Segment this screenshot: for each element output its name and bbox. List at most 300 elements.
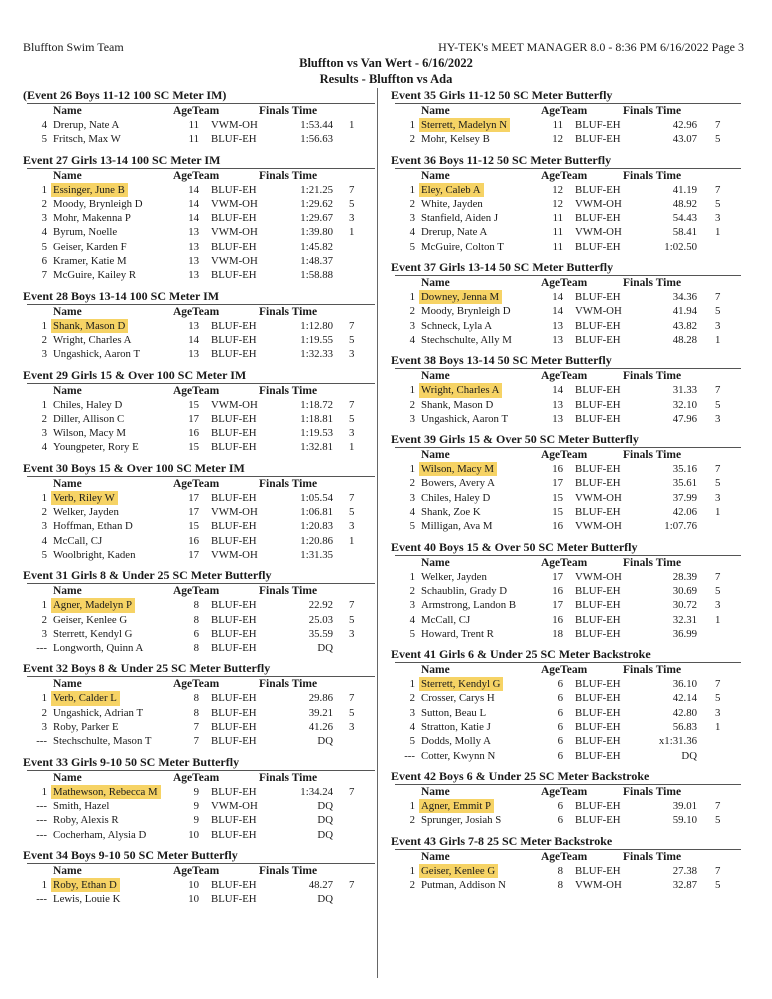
finals-time: 35.59 — [308, 627, 333, 640]
event-block — [23, 88, 375, 147]
team: BLUF-EH — [575, 398, 621, 411]
team: VWM-OH — [575, 520, 622, 533]
finals-time: 1:32.81 — [300, 441, 333, 454]
place: 5 — [409, 735, 415, 748]
header-finals-time: Finals Time — [623, 169, 682, 182]
swimmer-name: Byrum, Noelle — [53, 226, 118, 239]
swimmer-name: Sutton, Beau L — [421, 706, 487, 719]
age: 10 — [188, 828, 199, 841]
event-title: Event 29 Girls 15 & Over 100 SC Meter IM — [23, 367, 247, 382]
place: 2 — [41, 506, 47, 519]
finals-time: 39.21 — [308, 706, 333, 719]
header-finals-time: Finals Time — [623, 449, 682, 462]
points: 7 — [715, 799, 721, 812]
team: BLUF-EH — [575, 864, 621, 877]
place: 4 — [409, 721, 415, 734]
swimmer-name-highlighted: Wilson, Macy M — [419, 462, 497, 476]
swimmer-name-highlighted: Agner, Emmit P — [419, 799, 494, 813]
header-age-team: AgeTeam — [541, 785, 588, 798]
points: 1 — [349, 534, 355, 547]
event-title: Event 37 Girls 13-14 50 SC Meter Butterfly — [391, 260, 614, 275]
swimmer-name: Milligan, Ava M — [421, 520, 493, 533]
results-table — [27, 770, 375, 842]
result-row — [27, 519, 375, 533]
age: 6 — [557, 749, 563, 762]
results-table — [27, 476, 375, 562]
place: 3 — [409, 706, 415, 719]
header-finals-time: Finals Time — [623, 370, 682, 383]
event-block — [391, 540, 741, 641]
team: BLUF-EH — [211, 441, 257, 454]
finals-time: 1:18.72 — [300, 398, 333, 411]
place: 5 — [409, 627, 415, 640]
column-headers — [27, 477, 375, 491]
points: 1 — [715, 721, 721, 734]
swimmer-name: Diller, Allison C — [53, 412, 125, 425]
place: 4 — [409, 333, 415, 346]
result-row — [27, 641, 375, 655]
age: 15 — [188, 441, 199, 454]
points: 3 — [715, 706, 721, 719]
place: 1 — [409, 291, 415, 304]
header-name: Name — [421, 850, 450, 863]
age: 15 — [552, 491, 563, 504]
points: 3 — [349, 427, 355, 440]
finals-time: 1:20.83 — [300, 520, 333, 533]
finals-time: 36.99 — [672, 627, 697, 640]
finals-time: 28.39 — [672, 570, 697, 583]
team: VWM-OH — [575, 226, 622, 239]
team: BLUF-EH — [211, 642, 257, 655]
finals-time: 1:58.88 — [300, 269, 333, 282]
finals-time: 1:45.82 — [300, 240, 333, 253]
finals-time: 32.10 — [672, 398, 697, 411]
age: 8 — [193, 642, 199, 655]
header-finals-time: Finals Time — [623, 785, 682, 798]
swimmer-name-highlighted: Sterrett, Kendyl G — [419, 677, 503, 691]
column-headers — [27, 771, 375, 785]
place: 2 — [41, 197, 47, 210]
team: VWM-OH — [211, 398, 258, 411]
header-name: Name — [53, 585, 82, 598]
finals-time: 41.94 — [672, 305, 697, 318]
age: 12 — [552, 133, 563, 146]
team: VWM-OH — [575, 491, 622, 504]
points: 7 — [715, 570, 721, 583]
points: 7 — [715, 678, 721, 691]
event-block — [391, 432, 741, 533]
finals-time: 1:32.33 — [300, 348, 333, 361]
result-row — [395, 584, 741, 598]
swimmer-name: Roby, Alexis R — [53, 814, 119, 827]
team: BLUF-EH — [575, 477, 621, 490]
result-row — [27, 598, 375, 612]
points: 1 — [349, 119, 355, 131]
team: BLUF-EH — [575, 333, 621, 346]
place: 1 — [41, 692, 47, 705]
place: 2 — [41, 412, 47, 425]
age: 16 — [552, 520, 563, 533]
age: 8 — [557, 878, 563, 891]
event-block — [23, 289, 375, 362]
results-table — [27, 103, 375, 147]
result-row — [395, 613, 741, 627]
team: BLUF-EH — [211, 613, 257, 626]
header-finals-time: Finals Time — [623, 664, 682, 677]
age: 14 — [552, 305, 563, 318]
points: 7 — [349, 491, 355, 504]
age: 13 — [188, 255, 199, 268]
swimmer-name: Crosser, Carys H — [421, 692, 495, 705]
age: 6 — [557, 692, 563, 705]
event-title: Event 28 Boys 13-14 100 SC Meter IM — [23, 288, 220, 303]
age: 17 — [552, 599, 563, 612]
points: 3 — [715, 491, 721, 504]
header-age-team: AgeTeam — [173, 169, 220, 182]
age: 8 — [557, 864, 563, 877]
header-finals-time: Finals Time — [259, 477, 318, 490]
result-row — [395, 519, 741, 533]
event-title: Event 40 Boys 15 & Over 50 SC Meter Butterfly — [391, 539, 638, 554]
age: 14 — [188, 333, 199, 346]
event-block — [23, 661, 375, 748]
team: BLUF-EH — [211, 814, 257, 827]
result-row — [27, 785, 375, 799]
age: 7 — [193, 735, 199, 748]
swimmer-name: Kramer, Katie M — [53, 255, 127, 268]
event-block — [23, 368, 375, 455]
column-headers — [395, 785, 741, 799]
team: VWM-OH — [211, 799, 258, 812]
result-row — [395, 720, 741, 734]
result-row — [27, 197, 375, 211]
place: 3 — [409, 412, 415, 425]
results-table — [395, 368, 741, 426]
header-name: Name — [53, 105, 82, 117]
points: 5 — [349, 706, 355, 719]
swimmer-name-highlighted: Downey, Jenna M — [419, 290, 502, 304]
swimmer-name: Hoffman, Ethan D — [53, 520, 133, 533]
event-title: Event 30 Boys 15 & Over 100 SC Meter IM — [23, 460, 245, 475]
age: 8 — [193, 613, 199, 626]
result-row — [27, 412, 375, 426]
place: 4 — [409, 506, 415, 519]
result-row — [27, 225, 375, 239]
finals-time: 43.82 — [672, 319, 697, 332]
column-divider — [377, 88, 378, 978]
header-name: Name — [421, 449, 450, 462]
column-headers — [27, 384, 375, 398]
results-table — [395, 275, 741, 347]
header-finals-time: Finals Time — [259, 169, 318, 182]
header-age-team: AgeTeam — [541, 169, 588, 182]
place: 4 — [409, 226, 415, 239]
place: 4 — [409, 613, 415, 626]
swimmer-name: Moody, Brynleigh D — [53, 197, 143, 210]
finals-time: 41.19 — [672, 183, 697, 196]
event-title: Event 27 Girls 13-14 100 SC Meter IM — [23, 152, 221, 167]
finals-time: 41.26 — [308, 721, 333, 734]
results-table — [27, 383, 375, 455]
header-name: Name — [53, 169, 82, 182]
finals-time: 32.31 — [672, 613, 697, 626]
place: 5 — [409, 520, 415, 533]
finals-time: 1:19.55 — [300, 333, 333, 346]
age: 11 — [552, 226, 563, 239]
event-block — [391, 260, 741, 347]
points: 3 — [349, 721, 355, 734]
header-age-team: AgeTeam — [173, 384, 220, 397]
event-block — [391, 353, 741, 426]
team: VWM-OH — [211, 197, 258, 210]
points: 7 — [349, 878, 355, 891]
team: BLUF-EH — [575, 384, 621, 397]
age: 6 — [557, 706, 563, 719]
team: VWM-OH — [211, 506, 258, 519]
results-table — [27, 583, 375, 655]
age: 16 — [552, 613, 563, 626]
points: 5 — [349, 333, 355, 346]
place: --- — [36, 642, 47, 655]
points: 5 — [715, 398, 721, 411]
result-row — [27, 183, 375, 197]
software-page-info: HY-TEK's MEET MANAGER 8.0 - 8:36 PM 6/16/2022 Page 3 — [438, 40, 744, 54]
swimmer-name: Stechschulte, Mason T — [53, 735, 152, 748]
team: BLUF-EH — [211, 878, 257, 891]
swimmer-name: Woolbright, Kaden — [53, 548, 136, 561]
column-headers — [27, 677, 375, 691]
place: 2 — [409, 305, 415, 318]
age: 16 — [552, 463, 563, 476]
finals-time: 1:02.50 — [664, 240, 697, 253]
age: 14 — [552, 291, 563, 304]
finals-time: 1:12.80 — [300, 319, 333, 332]
place: 1 — [41, 599, 47, 612]
swimmer-name-highlighted: Roby, Ethan D — [51, 878, 120, 892]
event-title: Event 35 Girls 11-12 50 SC Meter Butterfly — [391, 88, 613, 102]
points: 5 — [715, 584, 721, 597]
finals-time: x1:31.36 — [658, 735, 697, 748]
place: 5 — [41, 240, 47, 253]
finals-time: 30.69 — [672, 584, 697, 597]
swimmer-name: Drerup, Nate A — [53, 119, 120, 131]
finals-time: 30.72 — [672, 599, 697, 612]
place: --- — [36, 814, 47, 827]
column-headers — [27, 864, 375, 878]
team: VWM-OH — [211, 119, 258, 131]
header-age-team: AgeTeam — [173, 585, 220, 598]
header-age-team: AgeTeam — [541, 556, 588, 569]
result-row — [395, 290, 741, 304]
finals-time: 1:53.44 — [300, 119, 333, 131]
header-name: Name — [421, 370, 450, 383]
result-row — [27, 240, 375, 254]
result-row — [395, 749, 741, 763]
team: BLUF-EH — [211, 828, 257, 841]
result-row — [27, 426, 375, 440]
points: 1 — [715, 333, 721, 346]
age: 17 — [188, 491, 199, 504]
team: BLUF-EH — [211, 520, 257, 533]
points: 7 — [715, 119, 721, 131]
event-title: Event 39 Girls 15 & Over 50 SC Meter Butterfly — [391, 432, 639, 447]
column-headers — [27, 584, 375, 598]
team: BLUF-EH — [211, 133, 257, 146]
swimmer-name: Ungashick, Adrian T — [53, 706, 144, 719]
swimmer-name: Stratton, Katie J — [421, 721, 491, 734]
finals-time: 54.43 — [672, 212, 697, 225]
finals-time: 36.10 — [672, 678, 697, 691]
result-row — [395, 398, 741, 412]
event-title: Event 38 Boys 13-14 50 SC Meter Butterfly — [391, 353, 612, 368]
place: 7 — [41, 269, 47, 282]
place: 1 — [41, 491, 47, 504]
swimmer-name: Stanfield, Aiden J — [421, 212, 499, 225]
age: 11 — [552, 212, 563, 225]
team: BLUF-EH — [575, 183, 621, 196]
header-age-team: AgeTeam — [173, 477, 220, 490]
place: 1 — [41, 398, 47, 411]
points: 3 — [715, 319, 721, 332]
result-row — [395, 878, 741, 892]
finals-time: 35.61 — [672, 477, 697, 490]
place: 1 — [409, 463, 415, 476]
header-name: Name — [53, 864, 82, 877]
result-row — [27, 505, 375, 519]
left-results-column — [23, 88, 375, 912]
result-row — [395, 197, 741, 211]
points: 7 — [715, 291, 721, 304]
team: BLUF-EH — [575, 412, 621, 425]
header-age-team: AgeTeam — [541, 105, 588, 117]
event-title: Event 34 Boys 9-10 50 SC Meter Butterfly — [23, 847, 238, 862]
points: 5 — [715, 197, 721, 210]
header-finals-time: Finals Time — [259, 678, 318, 691]
column-headers — [395, 169, 741, 183]
team: BLUF-EH — [211, 348, 257, 361]
finals-time: 47.96 — [672, 412, 697, 425]
result-row — [395, 813, 741, 827]
team: BLUF-EH — [211, 427, 257, 440]
result-row — [395, 505, 741, 519]
finals-time: DQ — [317, 799, 333, 812]
age: 14 — [552, 384, 563, 397]
header-age-team: AgeTeam — [173, 105, 220, 117]
swimmer-name: Welker, Jayden — [421, 570, 487, 583]
results-table — [395, 447, 741, 533]
team: BLUF-EH — [211, 240, 257, 253]
age: 11 — [552, 240, 563, 253]
place: --- — [36, 799, 47, 812]
points: 5 — [715, 477, 721, 490]
result-row — [395, 799, 741, 813]
event-title: Event 42 Boys 6 & Under 25 SC Meter Backstroke — [391, 768, 650, 783]
age: 15 — [552, 506, 563, 519]
event-block — [391, 153, 741, 254]
team: BLUF-EH — [575, 319, 621, 332]
event-block — [23, 848, 375, 907]
finals-time: 1:56.63 — [300, 133, 333, 146]
header-finals-time: Finals Time — [259, 771, 318, 784]
points: 7 — [715, 183, 721, 196]
swimmer-name: Geiser, Kenlee G — [53, 613, 128, 626]
finals-time: DQ — [681, 749, 697, 762]
swimmer-name: McGuire, Colton T — [421, 240, 504, 253]
age: 8 — [193, 706, 199, 719]
header-finals-time: Finals Time — [623, 277, 682, 290]
team: BLUF-EH — [575, 678, 621, 691]
age: 14 — [188, 212, 199, 225]
event-title: Event 43 Girls 7-8 25 SC Meter Backstroke — [391, 833, 613, 848]
age: 13 — [552, 319, 563, 332]
age: 17 — [552, 477, 563, 490]
result-row — [395, 570, 741, 584]
results-title: Results - Bluffton vs Ada — [319, 72, 453, 86]
column-headers — [395, 556, 741, 570]
swimmer-name-highlighted: Verb, Riley W — [51, 491, 118, 505]
place: 4 — [41, 119, 47, 131]
swimmer-name: Drerup, Nate A — [421, 226, 488, 239]
team: VWM-OH — [575, 305, 622, 318]
result-row — [395, 333, 741, 347]
result-row — [395, 412, 741, 426]
age: 17 — [188, 506, 199, 519]
age: 11 — [188, 119, 199, 131]
points: 3 — [349, 520, 355, 533]
place: 2 — [409, 584, 415, 597]
finals-time: 1:29.67 — [300, 212, 333, 225]
result-row — [27, 132, 375, 146]
place: 4 — [41, 441, 47, 454]
place: 1 — [409, 864, 415, 877]
place: 2 — [409, 477, 415, 490]
result-row — [27, 720, 375, 734]
swimmer-name: Mohr, Makenna P — [53, 212, 131, 225]
place: 2 — [409, 197, 415, 210]
age: 13 — [552, 333, 563, 346]
swimmer-name-highlighted: Geiser, Kenlee G — [419, 864, 498, 878]
team: BLUF-EH — [211, 735, 257, 748]
team: BLUF-EH — [575, 721, 621, 734]
swimmer-name: Ungashick, Aaron T — [53, 348, 141, 361]
team: BLUF-EH — [575, 814, 621, 827]
column-headers — [395, 104, 741, 118]
finals-time: 31.33 — [672, 384, 697, 397]
place: 3 — [41, 627, 47, 640]
place: 2 — [41, 706, 47, 719]
header-age-team: AgeTeam — [173, 771, 220, 784]
place: 5 — [409, 240, 415, 253]
result-row — [27, 491, 375, 505]
result-row — [27, 398, 375, 412]
event-block — [23, 461, 375, 562]
header-finals-time: Finals Time — [259, 864, 318, 877]
result-row — [395, 706, 741, 720]
results-table — [395, 849, 741, 893]
result-row — [395, 691, 741, 705]
result-row — [395, 240, 741, 254]
column-headers — [27, 169, 375, 183]
finals-time: 29.86 — [308, 692, 333, 705]
points: 3 — [349, 627, 355, 640]
place: 3 — [41, 212, 47, 225]
result-row — [27, 828, 375, 842]
finals-time: 56.83 — [672, 721, 697, 734]
event-title: Event 31 Girls 8 & Under 25 SC Meter Butterfly — [23, 568, 272, 583]
finals-time: 1:48.37 — [300, 255, 333, 268]
result-row — [27, 627, 375, 641]
place: 1 — [41, 183, 47, 196]
